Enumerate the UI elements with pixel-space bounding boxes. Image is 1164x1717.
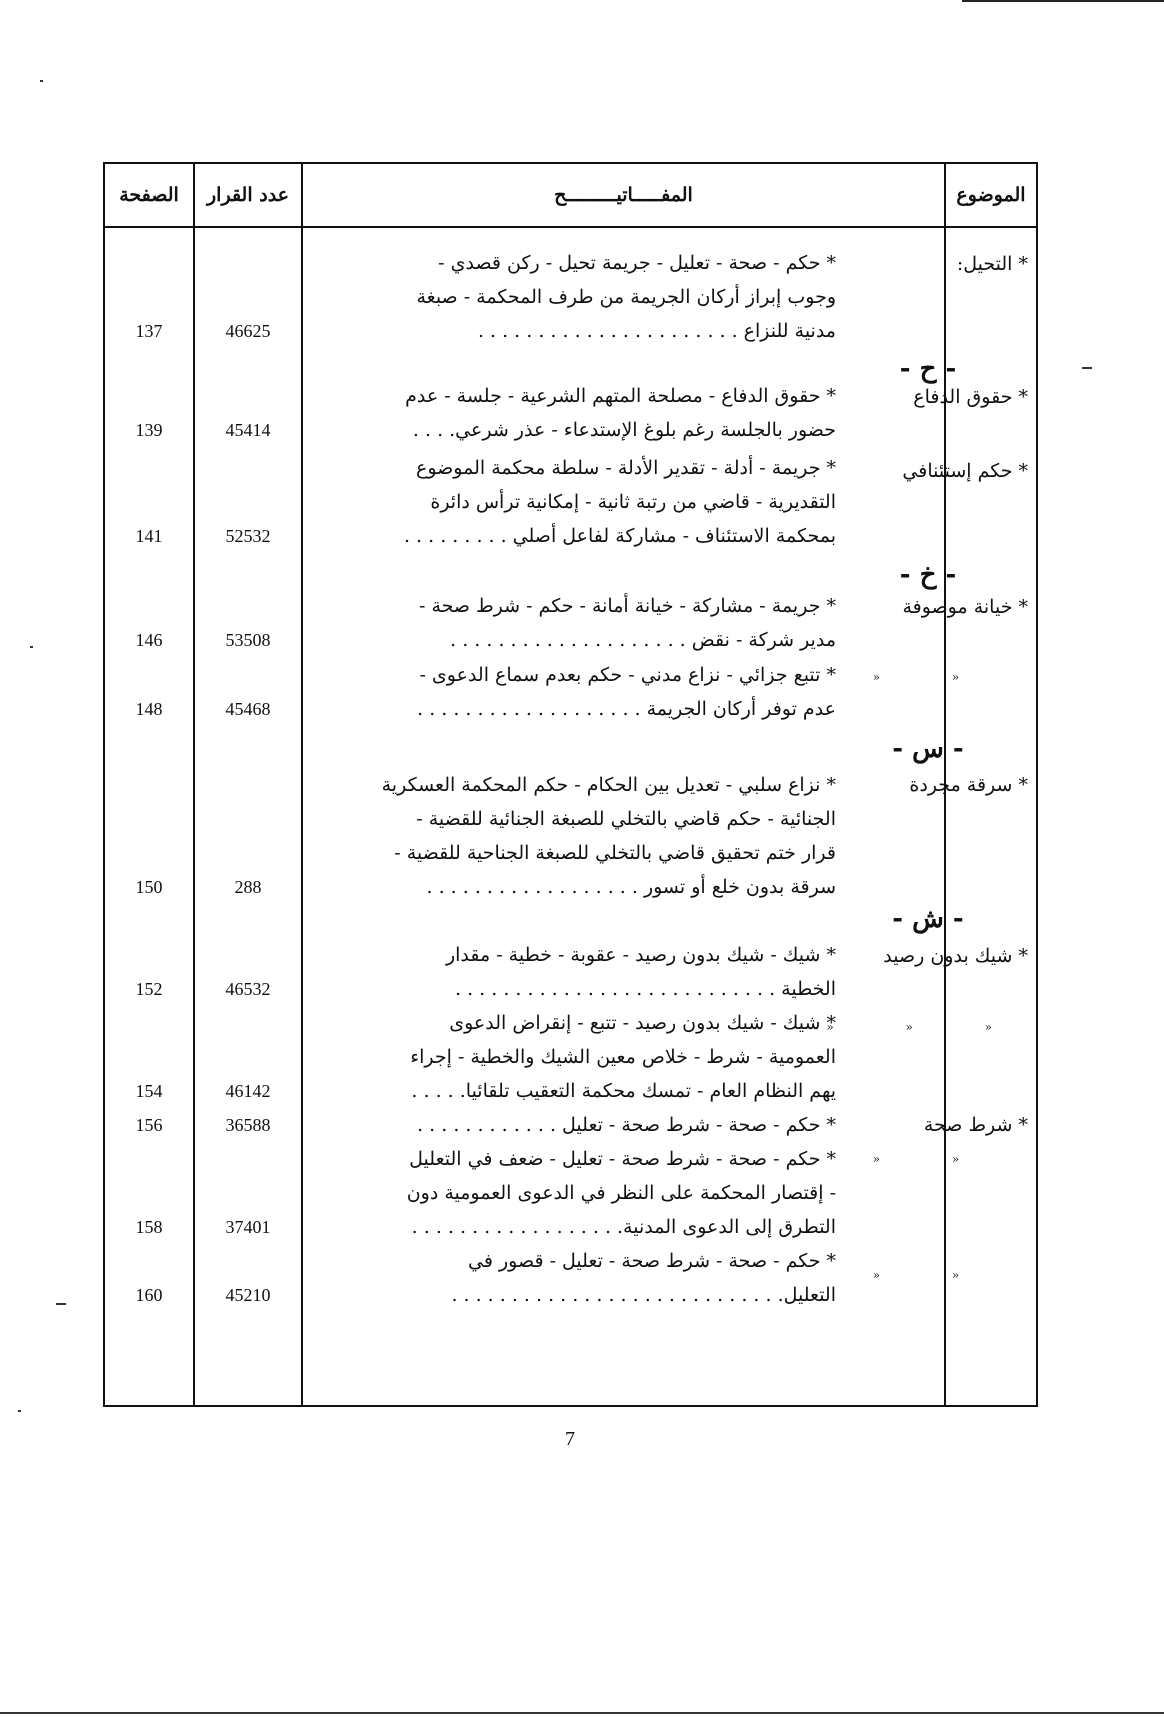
page-ref: 160 — [135, 1285, 163, 1305]
scan-speck — [1082, 367, 1092, 369]
entry-line: قرار ختم تحقيق قاضي بالتخلي للصبغة الجناحية للقضية - — [394, 842, 836, 864]
topic-label: * شرط صحة — [923, 1114, 1028, 1136]
entry-line: - إقتصار المحكمة على النظر في الدعوى العمومية دون — [406, 1182, 836, 1204]
page-ref: 154 — [135, 1081, 163, 1101]
entry-line: التطرق إلى الدعوى المدنية. . . . . . . . . . . . . . . . . . — [411, 1216, 836, 1238]
entry-line: حضور بالجلسة رغم بلوغ الإستدعاء - عذر شرعي. . . . — [412, 419, 836, 441]
top-rule — [962, 0, 1164, 2]
entry-line: * جريمة - أدلة - تقدير الأدلة - سلطة محكمة الموضوع — [416, 457, 836, 479]
decision-number: 45468 — [225, 699, 271, 719]
page-ref: 152 — [135, 979, 163, 999]
entry-line: بمحكمة الاستئناف - مشاركة لفاعل أصلي . . . . . . . . . — [403, 525, 836, 547]
page-ref: 150 — [135, 877, 163, 897]
header-decision-number: عدد القرار — [207, 184, 290, 206]
column-divider — [301, 164, 303, 1405]
ditto-mark: « « « — [826, 1020, 1026, 1034]
entry-line: * نزاع سلبي - تعديل بين الحكام - حكم المحكمة العسكرية — [381, 774, 836, 796]
entry-line: * حكم - صحة - شرط صحة - تعليل - قصور في — [468, 1250, 836, 1272]
decision-number: 52532 — [225, 526, 271, 546]
entry-line: * حكم - صحة - تعليل - جريمة تحيل - ركن قصدي - — [438, 252, 836, 274]
bottom-rule — [0, 1712, 1164, 1714]
ditto-mark: « « — [872, 1268, 994, 1282]
page-number: 7 — [565, 1428, 575, 1450]
topic-label: * حقوق الدفاع — [913, 386, 1028, 408]
page-ref: 139 — [135, 420, 163, 440]
scan-speck — [30, 646, 33, 648]
decision-number: 46532 — [225, 979, 271, 999]
entry-line: مدير شركة - نقض . . . . . . . . . . . . . . . . . . . . — [450, 629, 836, 651]
scan-speck — [56, 1303, 66, 1305]
entry-line: الخطية . . . . . . . . . . . . . . . . . . . . . . . . . . . — [455, 978, 836, 1000]
page-ref: 148 — [135, 699, 163, 719]
decision-number: 46142 — [225, 1081, 271, 1101]
topic-label: * خيانة موصوفة — [902, 596, 1028, 618]
decision-number: 45210 — [225, 1285, 271, 1305]
header-keywords: المفـــــاتيـــــــــح — [554, 184, 693, 206]
ditto-mark: « « — [872, 670, 994, 684]
decision-number: 45414 — [225, 420, 271, 440]
decision-number: 36588 — [225, 1115, 271, 1135]
entry-line: عدم توفر أركان الجريمة . . . . . . . . . . . . . . . . . . . — [417, 698, 836, 720]
entry-line: يهم النظام العام - تمسك محكمة التعقيب تلقائيا. . . . . — [411, 1080, 836, 1102]
entry-line: * حكم - صحة - شرط صحة - تعليل . . . . . . . . . . . . — [417, 1114, 836, 1136]
header-page: الصفحة — [119, 184, 179, 206]
section-letter: - خ - — [899, 560, 957, 590]
scan-speck — [18, 1410, 21, 1412]
entry-line: * حكم - صحة - شرط صحة - تعليل - ضعف في التعليل — [409, 1148, 836, 1170]
topic-label: * التحيل: — [956, 253, 1028, 275]
page-ref: 156 — [135, 1115, 163, 1135]
entry-line: * حقوق الدفاع - مصلحة المتهم الشرعية - جلسة - عدم — [405, 385, 836, 407]
entry-line: مدنية للنزاع . . . . . . . . . . . . . . . . . . . . . . — [477, 320, 836, 342]
entry-line: * تتبع جزائي - نزاع مدني - حكم بعدم سماع الدعوى - — [419, 664, 836, 686]
section-letter: - ح - — [899, 354, 957, 384]
entry-line: سرقة بدون خلع أو تسور . . . . . . . . . . . . . . . . . . — [426, 876, 836, 898]
topic-label: * سرقة مجردة — [909, 774, 1028, 796]
decision-number: 46625 — [225, 321, 271, 341]
page-ref: 158 — [135, 1217, 163, 1237]
section-letter: - س - — [892, 734, 964, 764]
header-topic: الموضوع — [956, 184, 1026, 206]
topic-label: * حكم إستئنافي — [902, 460, 1028, 482]
topic-label: * شيك بدون رصيد — [883, 945, 1028, 967]
entry-line: العمومية - شرط - خلاص معين الشيك والخطية - إجراء — [410, 1046, 836, 1068]
entry-line: * شيك - شيك بدون رصيد - تتبع - إنقراض الدعوى — [449, 1012, 836, 1034]
entry-line: التعليل. . . . . . . . . . . . . . . . . . . . . . . . . . . . — [451, 1284, 836, 1306]
page-ref: 146 — [135, 630, 163, 650]
header-divider — [105, 226, 1036, 228]
decision-number: 37401 — [225, 1217, 271, 1237]
entry-line: الجنائية - حكم قاضي بالتخلي للصبغة الجنائية للقضية - — [416, 808, 836, 830]
ditto-mark: « « — [872, 1152, 994, 1166]
section-letter: - ش - — [892, 904, 964, 934]
index-table — [103, 162, 1038, 1407]
entry-line: وجوب إبراز أركان الجريمة من طرف المحكمة - صبغة — [416, 286, 836, 308]
entry-line: التقديرية - قاضي من رتبة ثانية - إمكانية ترأس دائرة — [430, 491, 836, 513]
entry-line: * شيك - شيك بدون رصيد - عقوبة - خطية - مقدار — [445, 944, 836, 966]
page-ref: 137 — [135, 321, 163, 341]
decision-number: 53508 — [225, 630, 271, 650]
entry-line: * جريمة - مشاركة - خيانة أمانة - حكم - شرط صحة - — [419, 595, 836, 617]
scan-speck — [40, 80, 43, 82]
decision-number: 288 — [234, 877, 262, 897]
page-ref: 141 — [135, 526, 163, 546]
